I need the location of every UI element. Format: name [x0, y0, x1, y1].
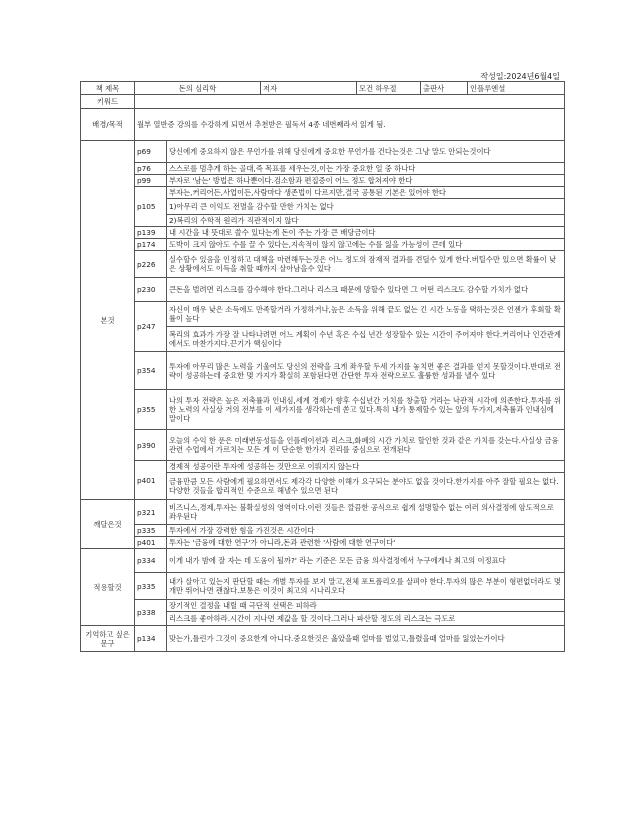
- note-text: 2)복리의 수학적 원리가 직관적이지 않다: [167, 215, 565, 227]
- note-text: 큰돈을 벌려면 리스크를 감수해야 한다.그러나 리스크 때문에 망할수 있다면 그 어떤 리스크도 감수할 가치가 없다: [167, 278, 565, 302]
- keyword-value: [135, 95, 565, 109]
- page-number: p99: [135, 175, 167, 187]
- note-text: 도박이 크지 않아도 수를 끌 수 있다는,지속적이 않지 않고에는 수를 잃을 가능성이 큰데 있다: [167, 239, 565, 251]
- page-number: p105: [135, 187, 167, 227]
- author-name: 모건 하우절: [357, 82, 421, 95]
- note-text: 나의 투자 전략은 높은 저축률과 인내심,세계 경제가 향후 수십년간 가치를 창출할 거라는 낙관적 시각에 의존한다.투자를 위한 노력의 사실상 거의 전부를 이 세가지를 생각하는데 쏟고 있다.특히 내가 통제할수 있는 앞의 두가지,저축률과 인내심에 말이다: [167, 390, 565, 430]
- page-number: p334: [135, 549, 167, 573]
- section-row: [81, 549, 565, 573]
- keyword-label: 키워드: [81, 95, 135, 109]
- page-number: p354: [135, 352, 167, 390]
- section-row: [81, 141, 565, 163]
- note-text: 장기적인 결정을 내릴 때 극단적 선택은 피하라: [167, 600, 565, 612]
- page-number: p401: [135, 461, 167, 500]
- page-number: p390: [135, 430, 167, 461]
- section-row: [81, 187, 565, 199]
- section-row: [81, 500, 565, 525]
- section-row: [81, 525, 565, 537]
- note-text: 내가 살아고 있는지 판단할 때는 개별 투자를 보지 말고,전체 포트폴리오를 살펴야 한다.투자의 많은 부분이 형편없더라도 몇 개만 뛰어나면 괜찮다.보통은 이것이 최고의 시나리오다: [167, 573, 565, 600]
- book-title-label: 책 제목: [81, 82, 135, 95]
- page-number: p355: [135, 390, 167, 430]
- reading-note-table: [80, 81, 565, 652]
- page-number: p174: [135, 239, 167, 251]
- section-label: 본것: [81, 141, 135, 500]
- note-text: 경제적 성공이란 투자에 성공하는 것만으로 이뤄지지 않는다: [167, 461, 565, 473]
- note-text: 오늘의 수익 한 푼은 미래변동성들을 인플레이션과 리스크,화폐의 시간 가치로 할인한 것과 같은 가치를 갖는다.사실상 금융 관련 수업에서 가르치는 모든 게 이 단순한 한가지 진리를 중심으로 전개된다: [167, 430, 565, 461]
- note-text: 맞는가,틀린가 그것이 중요한게 아니다.중요한것은 옳았을때 얼마를 벌었고,틀렸을때 얼마를 잃었는가이다: [167, 626, 565, 652]
- page-number: p226: [135, 251, 167, 278]
- background-label: 배경/목적: [81, 109, 135, 141]
- page-number: p401: [135, 537, 167, 549]
- note-text: 투자에 아무리 많은 노력을 기울여도 당신의 전략을 크게 좌우할 두세 가지를 놓치면 좋은 결과를 얻지 못할것이다.반대로 전략이 성공하는데 중요한 몇 가지가 확실히 포함된다면 간단한 투자 전략으로도 훌륭한 성과를 낼수 있다: [167, 352, 565, 390]
- background-text: 월부 열반증 강의를 수강하게 되면서 추천받은 필독서 4종 네번째라서 읽게 됨.: [135, 109, 565, 141]
- publisher-name: 인플루엔셜: [468, 82, 565, 95]
- section-row: [81, 390, 565, 430]
- section-row: [81, 600, 565, 612]
- note-text: 투자는 '금융에 대한 연구'가 아니라,돈과 관련한 '사람에 대한 연구이다': [167, 537, 565, 549]
- section-row: [81, 175, 565, 187]
- section-row: [81, 278, 565, 302]
- section-row: [81, 163, 565, 175]
- page-number: p247: [135, 302, 167, 352]
- page-number: p335: [135, 573, 167, 600]
- book-title: 돈의 심리학: [135, 82, 261, 95]
- section-row: [81, 227, 565, 239]
- background-row: [81, 109, 565, 141]
- page-number: p335: [135, 525, 167, 537]
- note-text: 부자로 '남는' 방법은 하나뿐이다.검소함과 편집증이 어느 정도 합쳐져야 한다: [167, 175, 565, 187]
- author-label: 저자: [261, 82, 357, 95]
- note-text: 비즈니스,경제,투자는 불확실성의 영역이다.이런 것들은 깔끔한 공식으로 쉽게 설명할수 없는 여러 의사결정에 암도적으로 좌우된다: [167, 500, 565, 525]
- page-number: p338: [135, 600, 167, 626]
- note-text: 복리의 효과가 가장 잘 나타나려면 어느 계획이 수년 혹은 수십 년간 성장할수 있는 시간이 주어져야 한다.커리어나 인간관계에서도 마찬가지다.끈기가 핵심이다: [167, 327, 565, 352]
- section-row: [81, 461, 565, 473]
- page-number: p230: [135, 278, 167, 302]
- note-text: 스스로를 멈추게 하는 골대,즉 목표를 세우는것,이는 가장 중요한 일 중 하나다: [167, 163, 565, 175]
- section-row: [81, 626, 565, 652]
- section-row: [81, 430, 565, 461]
- page-number: p69: [135, 141, 167, 163]
- note-text: 투자에서 가장 강력한 힘을 가진것은 시간이다: [167, 525, 565, 537]
- note-text: 1)아무리 큰 이익도 전멸을 감수할 만한 가치는 없다: [167, 199, 565, 215]
- note-text: 실수할수 있음을 인정하고 대책을 마련해두는것은 어느 정도의 잠재적 결과를 견딜수 있게 한다.버틸수만 있으면 확률이 낮은 상황에서도 이득을 취할 때까지 살아남을수 있다: [167, 251, 565, 278]
- note-text: 금융만큼 모든 사람에게 필요하면서도 제각각 다양한 이해가 요구되는 분야도 없을 것이다.한가지를 아주 잘할 필요는 없다.다양한 것들을 합리적인 수준으로 해낼수 있으면 된다: [167, 473, 565, 500]
- section-label: 적용할것: [81, 549, 135, 626]
- note-text: 부자는,커리어든,사업이든,사람마다 생존법이 다르지만,결국 공통된 기본은 있어야 한다: [167, 187, 565, 199]
- section-row: [81, 573, 565, 600]
- section-label: 기억하고 싶은 문구: [81, 626, 135, 652]
- section-row: [81, 537, 565, 549]
- section-row: [81, 302, 565, 327]
- note-text: 리스크를 좋아하라.시간이 지나면 제값을 할 것이다.그러나 파산할 정도의 리스크는 극도로: [167, 612, 565, 626]
- keyword-row: [81, 95, 565, 109]
- note-text: 자신이 매우 낮은 소득에도 만족할거라 가정하거나,높은 소득을 위해 끝도 없는 긴 시간 노동을 택하는것은 언젠가 후회할 확률이 높다: [167, 302, 565, 327]
- section-row: [81, 352, 565, 390]
- page-number: p76: [135, 163, 167, 175]
- publisher-label: 출판사: [421, 82, 468, 95]
- note-text: 당신에게 중요하지 않은 무언가를 위해 당신에게 중요한 무언가를 건다는것은 그냥 말도 안되는것이다: [167, 141, 565, 163]
- page-number: p321: [135, 500, 167, 525]
- section-row: [81, 239, 565, 251]
- section-label: 깨달은것: [81, 500, 135, 549]
- note-text: 이게 내가 밤에 잘 자는 데 도움이 될까?' 라는 기준은 모든 금융 의사결정에서 누구에게나 최고의 이정표다: [167, 549, 565, 573]
- section-row: [81, 251, 565, 278]
- note-text: 내 시간을 내 뜻대로 쓸수 있다는게 돈이 주는 가장 큰 배당금이다: [167, 227, 565, 239]
- header-row: [81, 82, 565, 95]
- date-label: 작성일:2024년6월4일: [480, 72, 560, 81]
- page-number: p134: [135, 626, 167, 652]
- page-number: p139: [135, 227, 167, 239]
